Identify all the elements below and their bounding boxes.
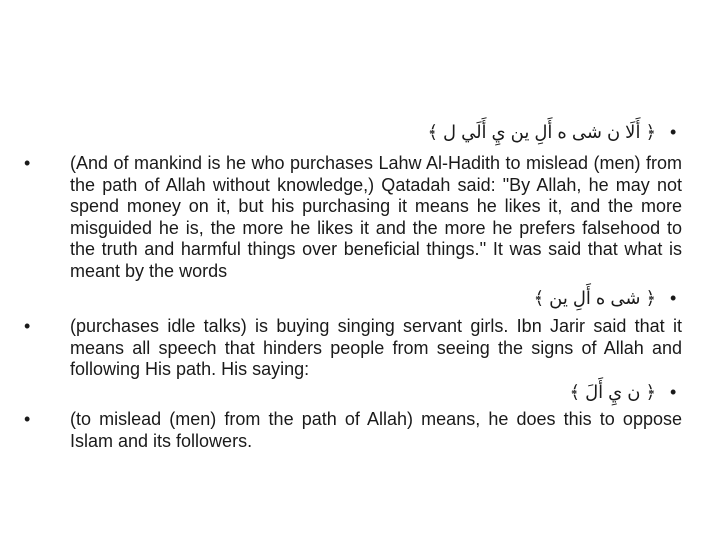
english-paragraph-1: (And of mankind is he who purchases Lahw Al-Hadith to mislead (men) from the path of Allah without knowledge,) Qatadah said: "By Allah, he may not spend money on it, but his purchasing it means he likes it, and the more misguided he is, the more he likes it and the more he prefers falsehood to the truth and harmful things over beneficial things.'' It was said that what is meant by the words	[70, 153, 682, 281]
bullet-icon: •	[24, 153, 31, 173]
bullet-icon: •	[24, 409, 31, 429]
bullet-icon: •	[670, 382, 677, 402]
bullet-icon: •	[670, 122, 677, 142]
english-paragraph-3: (to mislead (men) from the path of Allah) means, he does this to oppose Islam and its followers.	[70, 409, 682, 451]
arabic-verse-3: ﴿ ن يِ أَلَ ﴾	[569, 382, 656, 402]
arabic-verse-2: ﴿ شى ه أَلِ ين ﴾	[533, 288, 656, 308]
english-paragraph-2: (purchases idle talks) is buying singing servant girls. Ibn Jarir said that it means all speech that hinders people from seeing the signs of Allah and following His path. His saying:	[70, 316, 682, 380]
bullet-icon: •	[24, 316, 31, 336]
bullet-icon: •	[670, 288, 677, 308]
arabic-verse-1: ﴿ أَلَا ن شى ه أَلِ ين يِ أَلَي ل ﴾	[427, 122, 656, 142]
